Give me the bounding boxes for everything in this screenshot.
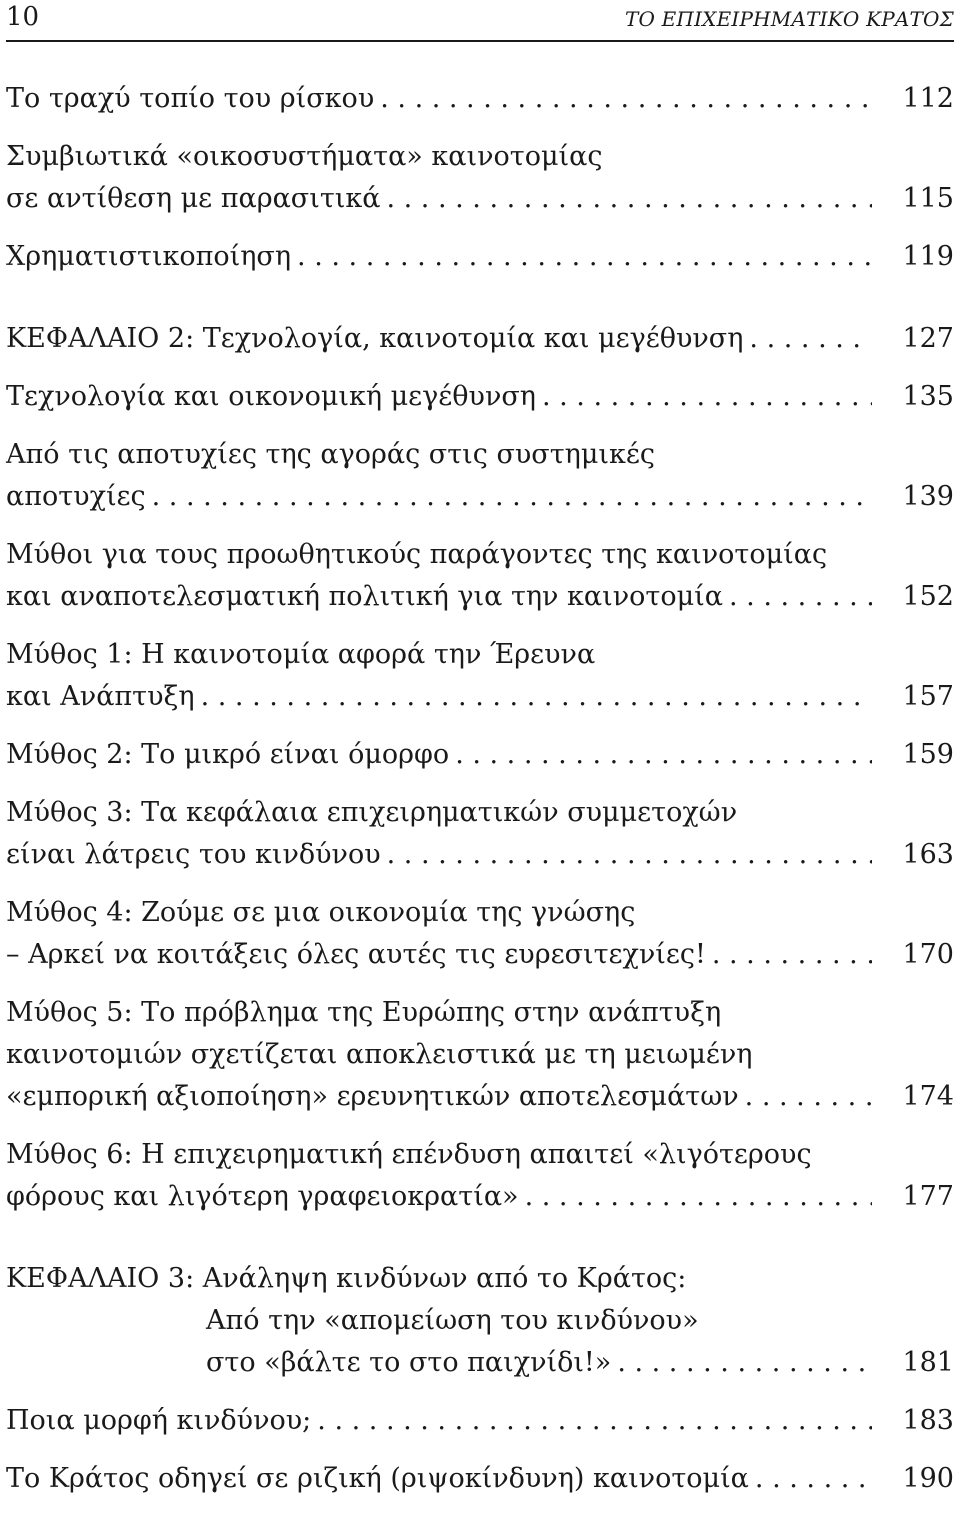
toc-entry-title: Μύθος 4: Ζούμε σε μια οικονομία της γνώσης xyxy=(6,897,636,928)
toc-page-number: 170 xyxy=(902,939,954,970)
toc-entry-title-continued: σε αντίθεση με παρασιτικά xyxy=(6,183,381,214)
dot-leader xyxy=(745,1076,872,1118)
dot-leader xyxy=(317,1400,872,1442)
toc-page-number: 159 xyxy=(902,739,954,770)
toc-page-number: 115 xyxy=(902,183,954,214)
toc-page-number: 139 xyxy=(902,481,954,512)
toc-entry-title-continued: και αναποτελεσματική πολιτική για την καινοτομία xyxy=(6,581,723,612)
toc-chapter-entry[interactable] xyxy=(6,318,954,360)
dot-leader xyxy=(525,1176,872,1218)
dot-leader xyxy=(152,476,872,518)
dot-leader xyxy=(749,318,872,360)
toc-page-number: 181 xyxy=(902,1347,954,1378)
dot-leader xyxy=(729,576,872,618)
toc-page-number: 190 xyxy=(902,1463,954,1494)
dot-leader xyxy=(297,236,872,278)
toc-entry[interactable] xyxy=(6,1134,954,1218)
running-header xyxy=(6,0,954,42)
toc-entry-title-continued: – Αρκεί να κοιτάξεις όλες αυτές τις ευρεσιτεχνίες! xyxy=(6,939,706,970)
toc-page-number: 119 xyxy=(902,241,954,272)
toc-entry-title: Το Κράτος οδηγεί σε ριζική (ριψοκίνδυνη) καινοτομία xyxy=(6,1463,749,1494)
toc-page-number: 135 xyxy=(902,381,954,412)
toc-entry[interactable] xyxy=(6,1400,954,1442)
toc-page-number: 157 xyxy=(902,681,954,712)
toc-entry-title: Ποια μορφή κινδύνου; xyxy=(6,1405,312,1436)
toc-page-number: 112 xyxy=(902,83,954,114)
dot-leader xyxy=(455,734,872,776)
table-of-contents xyxy=(6,78,954,1500)
toc-chapter-entry[interactable] xyxy=(6,1258,954,1384)
toc-entry-title-continued: και Ανάπτυξη xyxy=(6,681,195,712)
dot-leader xyxy=(712,934,872,976)
toc-entry-title-continued: φόρους και λιγότερη γραφειοκρατία» xyxy=(6,1181,519,1212)
toc-entry[interactable] xyxy=(6,892,954,976)
toc-entry[interactable] xyxy=(6,534,954,618)
toc-entry[interactable] xyxy=(6,136,954,220)
toc-chapter-title: ΚΕΦΑΛΑΙΟ 3: Ανάληψη κινδύνων από το Κράτος: xyxy=(6,1263,687,1294)
dot-leader xyxy=(617,1342,872,1384)
toc-chapter-subtitle-continued: στο «βάλτε το στο παιχνίδι!» xyxy=(206,1347,612,1378)
toc-page-number: 177 xyxy=(902,1181,954,1212)
toc-page-number: 163 xyxy=(902,839,954,870)
toc-page-number: 127 xyxy=(902,323,954,354)
toc-entry[interactable] xyxy=(6,376,954,418)
dot-leader xyxy=(380,78,872,120)
toc-entry[interactable] xyxy=(6,792,954,876)
toc-entry-title-continued: καινοτομιών σχετίζεται αποκλειστικά με τη μειωμένη xyxy=(6,1039,753,1070)
toc-entry[interactable] xyxy=(6,634,954,718)
toc-chapter-subtitle: Από την «απομείωση του κινδύνου» xyxy=(206,1305,699,1336)
toc-entry-title: Μύθος 3: Τα κεφάλαια επιχειρηματικών συμμετοχών xyxy=(6,797,738,828)
page-number: 10 xyxy=(6,2,40,32)
toc-entry[interactable] xyxy=(6,434,954,518)
toc-entry-title: Το τραχύ τοπίο του ρίσκου xyxy=(6,83,375,114)
dot-leader xyxy=(201,676,872,718)
toc-entry-title: Μύθοι για τους προωθητικούς παράγοντες της καινοτομίας xyxy=(6,539,828,570)
toc-entry-title-continued: αποτυχίες xyxy=(6,481,146,512)
toc-page-number: 183 xyxy=(902,1405,954,1436)
toc-page-number: 152 xyxy=(902,581,954,612)
dot-leader xyxy=(386,178,872,220)
toc-entry-title: Τεχνολογία και οικονομική μεγέθυνση xyxy=(6,381,536,412)
toc-entry-title: Από τις αποτυχίες της αγοράς στις συστημικές xyxy=(6,439,655,470)
toc-entry[interactable] xyxy=(6,1458,954,1500)
toc-entry[interactable] xyxy=(6,236,954,278)
toc-page-number: 174 xyxy=(902,1081,954,1112)
dot-leader xyxy=(542,376,872,418)
toc-entry[interactable] xyxy=(6,992,954,1118)
dot-leader xyxy=(387,834,872,876)
toc-entry-title: Συμβιωτικά «οικοσυστήματα» καινοτομίας xyxy=(6,141,603,172)
toc-entry-title: Χρηματιστικοποίηση xyxy=(6,241,292,272)
toc-entry[interactable] xyxy=(6,78,954,120)
toc-entry-title: Μύθος 5: Το πρόβλημα της Ευρώπης στην ανάπτυξη xyxy=(6,997,722,1028)
toc-entry-title: Μύθος 2: Το μικρό είναι όμορφο xyxy=(6,739,450,770)
dot-leader xyxy=(755,1458,872,1500)
toc-entry[interactable] xyxy=(6,734,954,776)
running-title: ΤΟ ΕΠΙΧΕΙΡΗΜΑΤΙΚΟ ΚΡΑΤΟΣ xyxy=(624,7,954,31)
toc-entry-title-continued: είναι λάτρεις του κινδύνου xyxy=(6,839,381,870)
toc-entry-title: Μύθος 6: Η επιχειρηματική επένδυση απαιτεί «λιγότερους xyxy=(6,1139,812,1170)
toc-entry-title: Μύθος 1: Η καινοτομία αφορά την Έρευνα xyxy=(6,639,596,670)
toc-chapter-title: ΚΕΦΑΛΑΙΟ 2: Τεχνολογία, καινοτομία και μεγέθυνση xyxy=(6,323,744,354)
toc-entry-title-continued: «εμπορική αξιοποίηση» ερευνητικών αποτελεσμάτων xyxy=(6,1081,739,1112)
